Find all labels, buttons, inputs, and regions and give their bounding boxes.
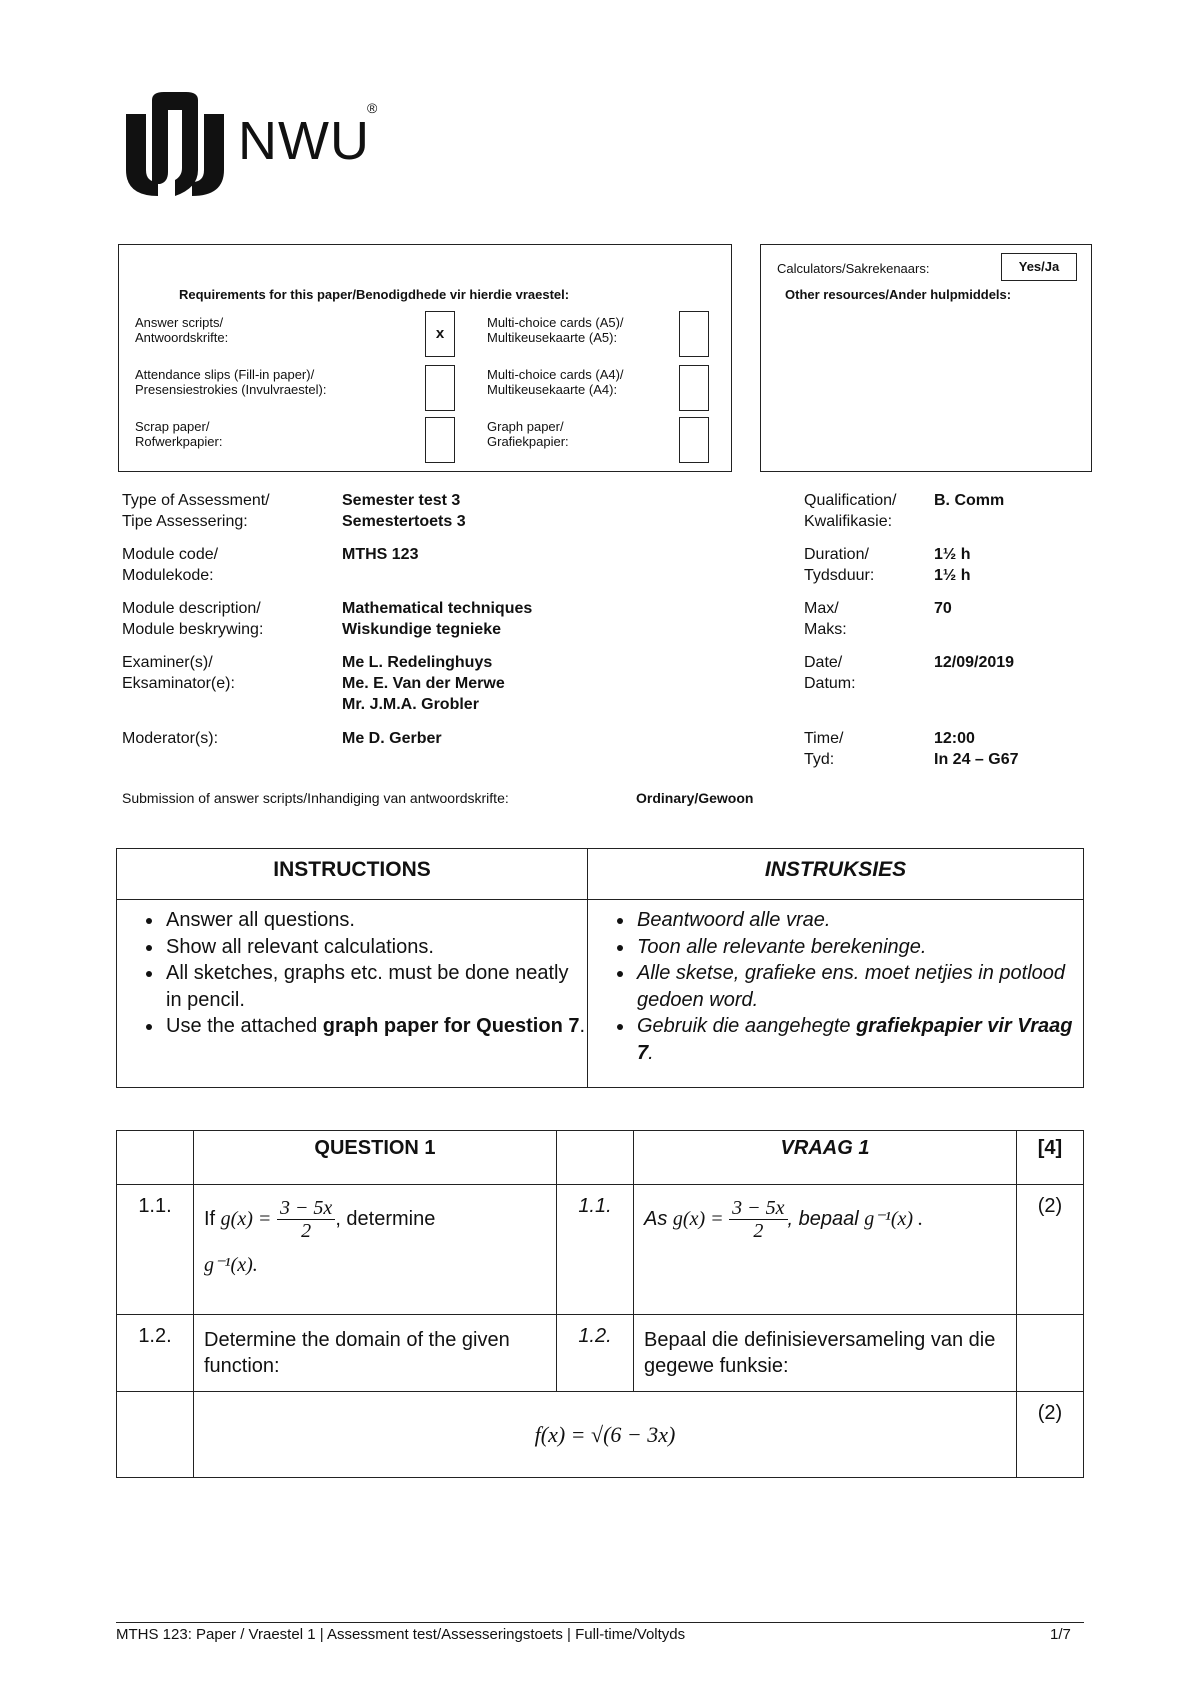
req-label-line: Multi-choice cards (A5)/ [487,315,624,330]
info-label-line: Type of Assessment/ [122,492,270,509]
q11-inverse: g⁻¹(x). [204,1254,258,1276]
info-duration-label [804,544,874,586]
q12-en-text: Determine the domain of the given function: [194,1315,557,1392]
info-label-line: Tyd: [804,751,835,768]
info-label-line: Max/ [804,600,839,617]
q11-af-post-text: , bepaal [787,1207,865,1230]
req-mcq-a4-label [487,367,624,397]
q11-en-text [194,1185,557,1315]
logo-text: NWU [238,111,370,171]
info-value-line: Mathematical techniques [342,600,533,617]
info-label-line: Duration/ [804,546,869,563]
info-max-value [934,598,952,619]
q11-pre-text: If [204,1207,221,1230]
req-label-line: Multikeusekaarte (A4): [487,382,618,397]
q11-af-fraction [729,1197,787,1242]
calculators-label: Calculators/Sakrekenaars: [777,261,930,276]
info-label-line: Eksaminator(e): [122,675,235,692]
q11-numerator: 3 − 5x [277,1197,335,1220]
req-label-line: Presensiestrokies (Invulvraestel): [135,382,327,397]
requirements-box [118,244,732,472]
info-label-line: Qualification/ [804,492,897,509]
req-graph-paper-checkbox[interactable] [679,417,709,463]
q12-af-number: 1.2. [557,1315,634,1392]
instruction-item: • Beantwoord alle vrae. [635,907,1082,934]
q11-post-text: , determine [335,1207,436,1230]
info-label-line: Examiner(s)/ [122,654,213,671]
info-module-desc-label [122,598,263,640]
instruction-text: Use the attached [166,1015,323,1037]
req-mcq-a5-label [487,315,624,345]
info-value-line: 12:00 [934,730,975,747]
info-label-line: Modulekode: [122,567,214,584]
info-value-line: Me D. Gerber [342,730,442,747]
req-label-line: Answer scripts/ [135,315,224,330]
q11-number: 1.1. [117,1185,194,1315]
info-date-label [804,652,856,694]
info-time-value [934,728,1019,770]
info-type-value [342,490,466,532]
q12-af-text: Bepaal die definisieversameling van die gegewe funksie: [634,1315,1017,1392]
instruction-item [164,1013,586,1040]
req-label-line: Grafiekpapier: [487,434,569,449]
info-label-line: Module description/ [122,600,261,617]
instruction-item: • Show all relevant calculations. [164,934,586,961]
vraag-1-heading: VRAAG 1 [634,1131,1017,1185]
q11-af-denominator: 2 [753,1220,764,1242]
req-scrap-paper-label [135,419,222,449]
info-module-desc-value [342,598,532,640]
req-label-line: Antwoordskrifte: [135,330,229,345]
footer-text: MTHS 123: Paper / Vraestel 1 | Assessment test/Assesseringstoets | Full-time/Voltyds [116,1626,686,1643]
info-value-line: Wiskundige tegnieke [342,621,501,638]
footer-divider [116,1622,1084,1623]
q11-lhs: g(x) = [220,1207,272,1230]
info-value-line: Me. E. Van der Merwe [342,675,505,692]
q11-af-inverse: g⁻¹(x) . [864,1207,924,1230]
req-label-line: Multikeusekaarte (A5): [487,330,618,345]
info-examiners-value [342,652,505,715]
question-1-table [116,1130,1084,1478]
info-label-line: Maks: [804,621,847,638]
info-label-line: Module beskrywing: [122,621,264,638]
question-1-heading: QUESTION 1 [194,1131,557,1185]
info-label-line: Tydsduur: [804,567,875,584]
info-type-label [122,490,270,532]
q11-marks: (2) [1017,1185,1084,1315]
footer-page-number: 1/7 [1050,1626,1071,1643]
info-label-line: Tipe Assessering: [122,513,248,530]
instruction-item: • Toon alle relevante berekeninge. [635,934,1082,961]
instructions-table [116,848,1084,1088]
instruction-text: . [648,1041,654,1064]
req-label-line: Rofwerkpapier: [135,434,223,449]
instruction-bold-text: grafiekpapier vir Vraag 7 [637,1015,1073,1064]
info-qualification-label [804,490,897,532]
calculators-value: Yes/Ja [1001,253,1077,281]
requirements-title: Requirements for this paper/Benodigdhede vir hierdie vraestel: [179,287,570,302]
instructions-af-list [589,907,1082,1066]
info-moderator-value [342,728,442,749]
info-module-code-value [342,544,418,565]
req-mcq-a4-checkbox[interactable] [679,365,709,411]
q-empty-cell [1017,1315,1084,1392]
q12-number: 1.2. [117,1315,194,1392]
info-examiners-label [122,652,235,694]
req-attendance-slips-checkbox[interactable] [425,365,455,411]
info-duration-value [934,544,970,586]
submission-label: Submission of answer scripts/Inhandiging van antwoordskrifte: [122,790,509,806]
info-value-line: Semester test 3 [342,492,461,509]
q-empty-cell [117,1131,194,1185]
info-value-line: 70 [934,600,952,617]
info-max-label [804,598,847,640]
info-label-line: Datum: [804,675,856,692]
req-answer-scripts-label [135,315,228,345]
info-module-code-label [122,544,218,586]
q11-af-text [634,1185,1017,1315]
req-mcq-a5-checkbox[interactable] [679,311,709,357]
instructions-en-cell [117,900,588,1088]
info-value-line: 12/09/2019 [934,654,1015,671]
instruction-text: . [579,1015,586,1037]
q12-marks: (2) [1017,1392,1084,1478]
instructions-heading: INSTRUCTIONS [117,849,588,900]
instruction-item: • Alle sketse, grafieke ens. moet netjies in potlood gedoen word. [635,960,1082,1013]
other-resources-label: Other resources/Ander hulpmiddels: [785,287,1012,302]
info-label-line: Kwalifikasie: [804,513,893,530]
instructions-af-cell [588,900,1084,1088]
q12-formula: f(x) = √(6 − 3x) [534,1421,676,1447]
info-moderator-label [122,728,218,749]
info-value-line: 1½ h [934,546,971,563]
instruction-text: Gebruik die aangehegte [637,1015,857,1037]
info-label-line: Date/ [804,654,843,671]
info-qualification-value [934,490,1004,511]
question-1-total: [4] [1017,1131,1084,1185]
instruction-item: • Answer all questions. [164,907,586,934]
info-value-line: Mr. J.M.A. Grobler [342,696,479,713]
info-date-value [934,652,1014,673]
calculators-box [760,244,1092,472]
nwu-emblem-icon [120,92,230,200]
info-label-line: Time/ [804,730,844,747]
info-label-line: Module code/ [122,546,219,563]
req-answer-scripts-checkbox[interactable]: x [425,311,455,357]
req-label-line: Graph paper/ [487,419,564,434]
q11-fraction [277,1197,335,1242]
instructions-en-list [118,907,586,1040]
q-empty-cell [557,1131,634,1185]
q11-af-numerator: 3 − 5x [729,1197,787,1220]
info-value-line: In 24 – G67 [934,751,1019,768]
info-value-line: MTHS 123 [342,546,419,563]
q11-af-pre-text: As [644,1207,673,1230]
req-label-line: Scrap paper/ [135,419,210,434]
req-attendance-slips-label [135,367,326,397]
q12-formula-cell [194,1392,1017,1478]
q11-af-number: 1.1. [557,1185,634,1315]
req-scrap-paper-checkbox[interactable] [425,417,455,463]
instruksies-heading: INSTRUKSIES [588,849,1084,900]
q11-denominator: 2 [301,1220,312,1242]
nwu-logo [120,92,380,202]
q11-af-lhs: g(x) = [672,1207,724,1230]
info-value-line: B. Comm [934,492,1005,509]
instruction-item: • All sketches, graphs etc. must be done neatly in pencil. [164,960,586,1013]
info-time-label [804,728,843,770]
info-value-line: 1½ h [934,567,971,584]
info-label-line: Moderator(s): [122,730,219,747]
registered-mark: ® [367,100,378,116]
req-label-line: Multi-choice cards (A4)/ [487,367,624,382]
q-empty-cell [117,1392,194,1478]
info-value-line: Me L. Redelinghuys [342,654,493,671]
info-value-line: Semestertoets 3 [342,513,466,530]
req-graph-paper-label [487,419,569,449]
submission-value: Ordinary/Gewoon [636,790,754,806]
instruction-bold-text: graph paper for Question 7 [322,1015,580,1037]
instruction-item [635,1013,1082,1066]
req-label-line: Attendance slips (Fill-in paper)/ [135,367,315,382]
